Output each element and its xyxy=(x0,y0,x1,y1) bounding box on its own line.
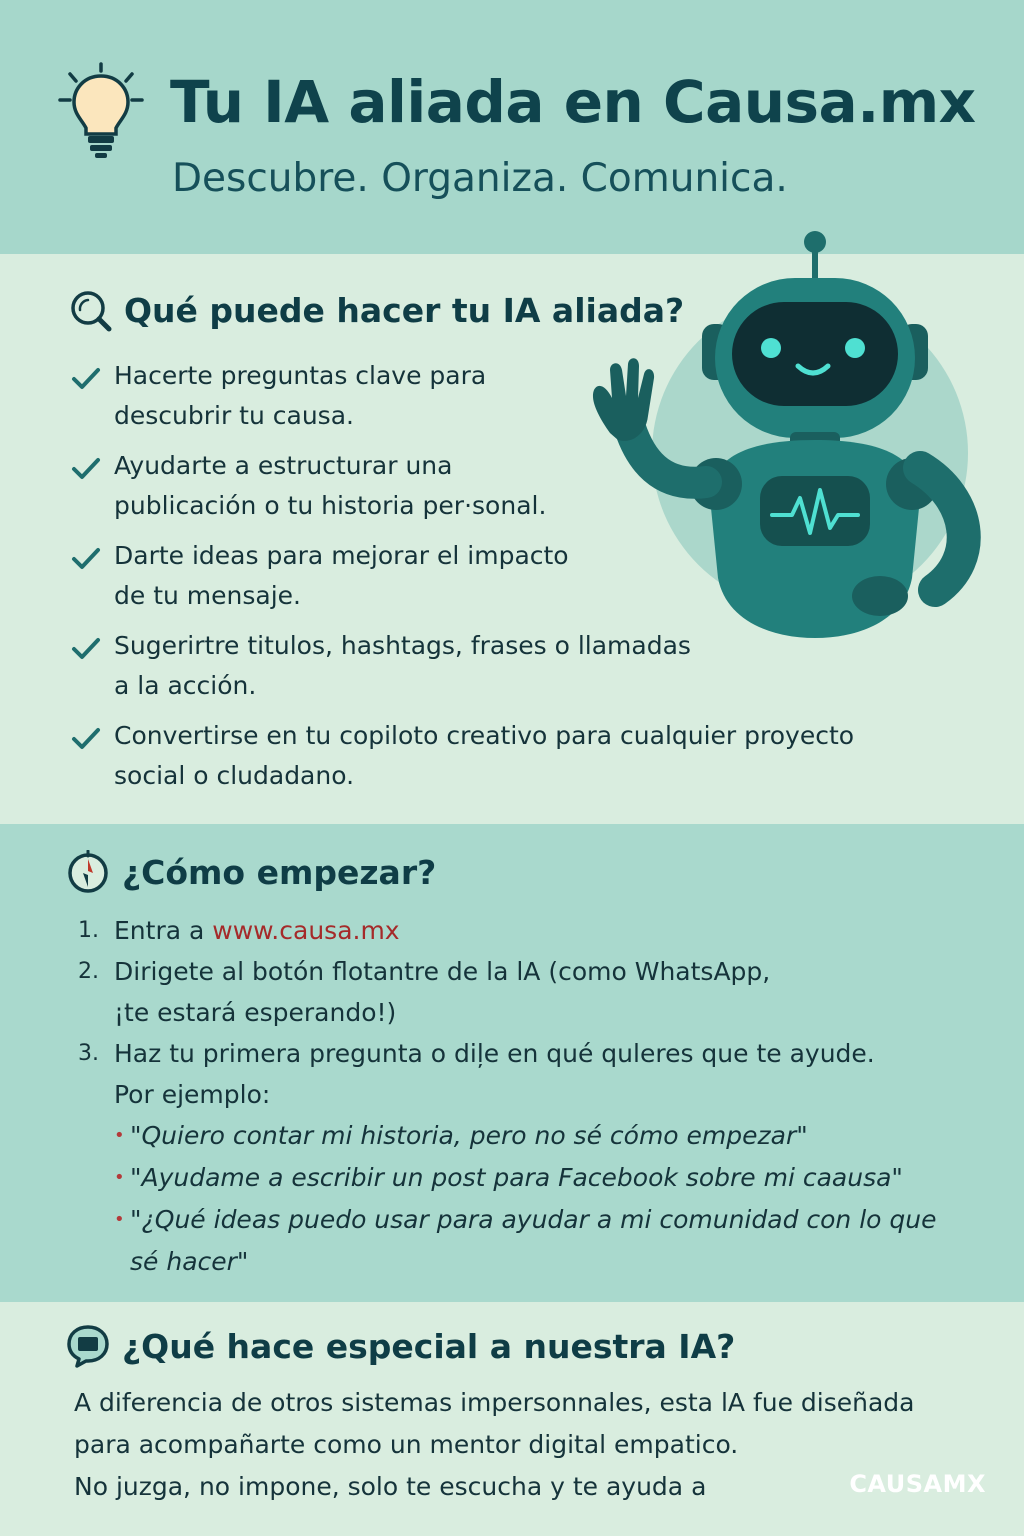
item-line: Sugerirtre titulos, hashtags, frases o llamadas xyxy=(114,631,691,660)
steps-list xyxy=(78,910,978,1283)
step-number: 3. xyxy=(78,1041,99,1066)
item-line: Hacerte preguntas clave para xyxy=(114,361,487,390)
page-subtitle: Descubre. Organiza. Comunica. xyxy=(172,156,788,201)
item-line: Darte ideas para mejorar el impacto xyxy=(114,541,569,570)
item-line: social o cludadano. xyxy=(114,761,355,790)
list-item xyxy=(70,716,910,796)
step-1 xyxy=(78,910,978,951)
search-icon xyxy=(68,288,112,332)
check-icon xyxy=(70,632,102,664)
chat-bubble-icon xyxy=(66,1324,110,1368)
start-heading-row xyxy=(66,850,436,894)
step-text: Por ejemplo: xyxy=(114,1080,271,1109)
example-item xyxy=(114,1199,978,1241)
step-number: 2. xyxy=(78,959,99,984)
paragraph-line: A diferencia de otros sistemas impersonnales, esta lA fue diseñada xyxy=(74,1388,915,1417)
special-paragraph xyxy=(74,1382,974,1508)
brand-logo: CAUSAMX xyxy=(849,1470,986,1498)
step-2 xyxy=(78,951,978,1033)
paragraph-line: para acompañarte como un mentor digital empatico. xyxy=(74,1430,739,1459)
example-item xyxy=(114,1241,978,1283)
check-icon xyxy=(70,542,102,574)
check-icon xyxy=(70,452,102,484)
item-line: Convertirse en tu copiloto creativo para cualquier proyecto xyxy=(114,721,855,750)
special-heading: ¿Qué hace especial a nuestra IA? xyxy=(122,1326,736,1366)
example-item xyxy=(114,1157,978,1199)
item-line: Ayudarte a estructurar una xyxy=(114,451,453,480)
example-text: "Ayudame a escribir un post para Facebook sobre mi caausa" xyxy=(130,1163,903,1192)
example-text: "¿Qué ideas puedo usar para ayudar a mi comunidad con lo que xyxy=(130,1205,937,1234)
bullet: • xyxy=(114,1125,125,1146)
start-heading: ¿Cómo empezar? xyxy=(122,852,437,892)
website-link[interactable]: www.causa.mx xyxy=(212,916,400,945)
item-line: descubrir tu causa. xyxy=(114,401,354,430)
step-text: Haz tu primera pregunta o diļe en qué quleres que te ayude. xyxy=(114,1039,875,1068)
item-line: a la acción. xyxy=(114,671,257,700)
page-title: Tu IA aliada en Causa.mx xyxy=(170,68,976,136)
step-number: 1. xyxy=(78,918,99,943)
step-text: ¡te estará esperando!) xyxy=(114,998,397,1027)
check-icon xyxy=(70,362,102,394)
bullet: • xyxy=(114,1209,125,1230)
special-heading-row xyxy=(66,1324,735,1368)
what-heading: Qué puede hacer tu IA aliada? xyxy=(124,290,685,330)
step-text: Entra a xyxy=(114,916,213,945)
check-icon xyxy=(70,722,102,754)
paragraph-line: No juzga, no impone, solo te escucha y te ayuda a xyxy=(74,1472,707,1501)
example-text: "Quiero contar mi historia, pero no sé cómo empezar" xyxy=(130,1121,808,1150)
example-item xyxy=(114,1115,978,1157)
lightbulb-icon xyxy=(56,62,146,162)
examples-list xyxy=(114,1115,978,1283)
item-line: publicación o tu historia per·sonal. xyxy=(114,491,547,520)
step-text: Dirigete al botón flotantre de la lA (como WhatsApp, xyxy=(114,957,771,986)
step-3 xyxy=(78,1033,978,1115)
compass-icon xyxy=(66,850,110,894)
bullet: • xyxy=(114,1167,125,1188)
robot-illustration xyxy=(560,228,1000,658)
example-text: sé hacer" xyxy=(130,1247,249,1276)
item-line: de tu mensaje. xyxy=(114,581,301,610)
